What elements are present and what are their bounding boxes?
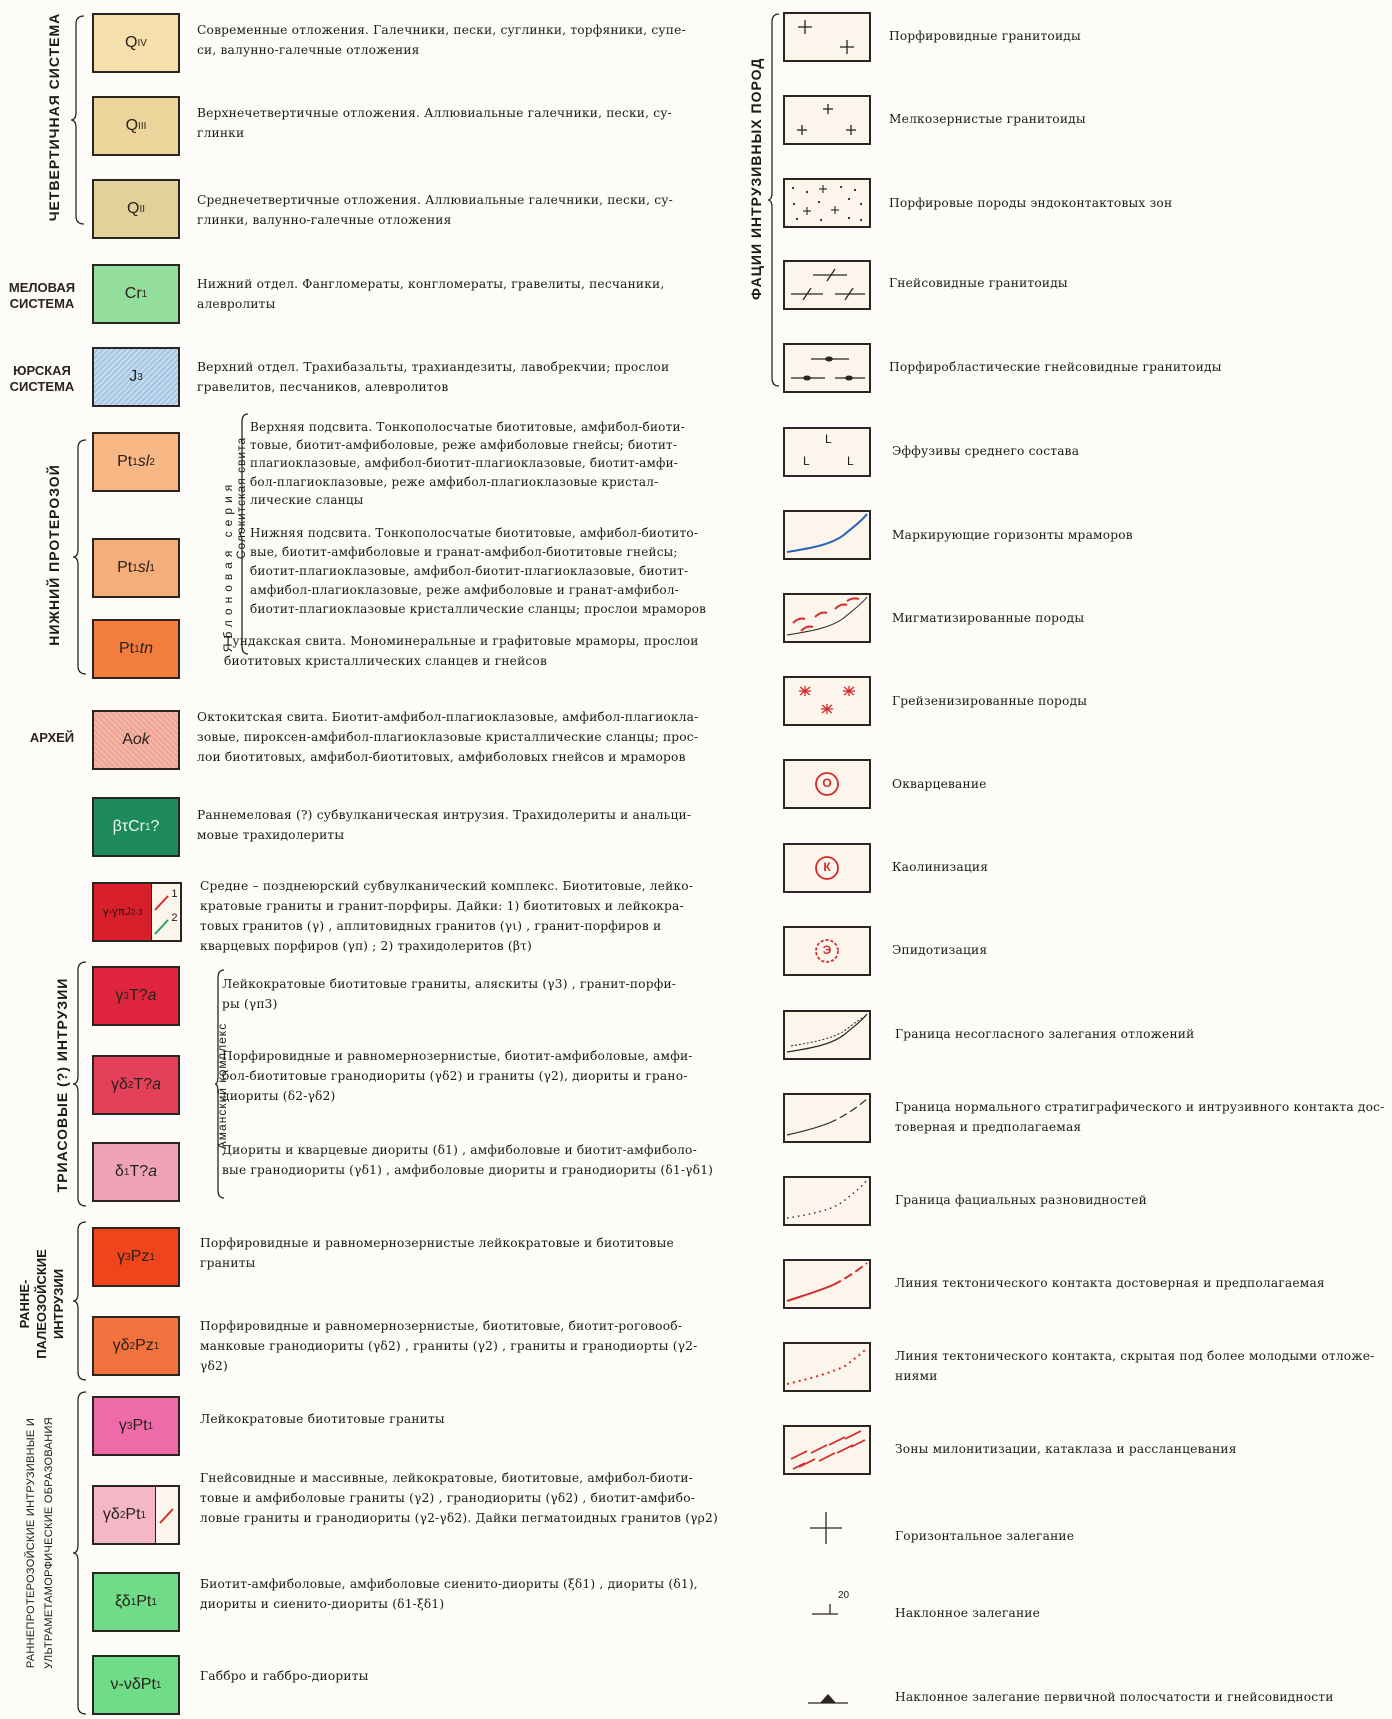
desc-gj: Средне – позднеюрский субвулканический комплекс. Биотитовые, лейко- кратовые граниты и гранит-порфиры. Дайки: 1) биотитовых и лейкокра- товых гранитов (γ) , аплитовидных гранитов (γι) , гранит-порфиров и кварцевых порфиров (γπ) ; 2) трахидолеритов (βτ) [200,879,694,953]
code-sl2-index: sl [137,453,150,470]
legend-box-gj [92,882,182,942]
symbol-fine-grained-granitoids [783,95,871,145]
code-gd2pz-age: Pz [135,1337,154,1354]
legend-box-xd1pt [92,1572,180,1632]
code-q2: Q [126,200,140,217]
code-gd2pt-sub: 2 [119,1509,126,1521]
gd2pt-dike-panel [155,1487,178,1543]
code-cr1-sub: 1 [141,288,148,300]
code-gd2t: γδ [110,1076,128,1093]
dike-label-1: 1 [171,888,178,900]
code-g3pz: γ [117,1248,126,1265]
brace-lower-proterozoic [72,438,88,676]
rdesc-facies-boundary: Граница фациальных разновидностей [895,1193,1147,1207]
code-j3-sub: 3 [137,371,143,383]
group-label-jurassic: ЮРСКАЯ СИСТЕМА [9,363,75,394]
code-g3pt-age: Pt [132,1417,148,1434]
rdesc-normal-contact: Граница нормального стратиграфического и интрузивного контакта дос- товерная и предполагаемая [895,1100,1385,1134]
rdesc-primary-banding: Наклонное залегание первичной полосчатости и гнейсовидности [895,1690,1334,1704]
group-label-early-paleozoic: РАННЕ- ПАЛЕОЗОЙСКИЕ ИНТРУЗИИ [17,1249,66,1359]
code-gd2pt: γδ [102,1506,120,1523]
dike-label-2: 2 [171,912,178,924]
code-tn-sub: 1 [134,643,140,655]
code-gd2pz-sub: 2 [129,1340,136,1352]
rdesc-epidotization: Эпидотизация [892,943,988,957]
effusive-letter-2: L [803,454,810,468]
code-g3t-sub: 3 [123,990,129,1002]
code-gd2t-age: T? [133,1076,153,1093]
legend-box-gd2pz [92,1316,180,1376]
desc-gd2t: Порфировидные и равномернозернистые, биотит-амфиболовые, амфи- бол-биотитовые гранодиориты (γδ2) и граниты (γ2), диориты и грано- диориты (δ2-γδ2) [222,1049,693,1103]
code-aok-index: ok [132,731,150,748]
symbol-tectonic-contact [783,1259,871,1309]
code-g3pt-sub2: 1 [147,1420,154,1432]
code-gd2pz-sub2: 1 [153,1340,160,1352]
rdesc-porphyroid-granitoids: Порфировидные гранитоиды [889,29,1081,43]
desc-sl1: Нижняя подсвита. Тонкополосчатые биотитовые, амфибол-биотито- вые, биотит-амфиболовые и гранат-амфибол-биотитовые гнейсы; биотит-плагиоклазовые, амфибол-биотит-плагиоклазовые, биотит- амфибол-плагиоклазовые, реже амфиболовые и гранат-амфибол- биотит-плагиоклазовые кристаллические сланцы; прослои мраморов [250,526,707,616]
code-btcr-sub: 1 [144,821,151,833]
code-aok: A [122,731,133,748]
code-g3pt: γ [118,1417,127,1434]
desc-btcr: Раннемеловая (?) субвулканическая интрузия. Трахидолериты и анальци- мовые трахидолериты [197,808,692,842]
complex-label-amanskiy: Аманский комплекс [215,1022,229,1150]
code-xd1pt-sub: 1 [130,1596,137,1608]
code-xd1pt-age: Pt [136,1593,152,1610]
brace-early-proterozoic [72,1390,88,1716]
code-gd2t-sub: 2 [127,1079,134,1091]
desc-tn: Тундакская свита. Мономинеральные и графитовые мраморы, прослои биотитовых кристаллических сланцев и гнейсов [224,634,699,668]
rdesc-hidden-tectonic-contact: Линия тектонического контакта, скрытая под более молодыми отложе- ниями [895,1349,1375,1383]
desc-g3t: Лейкократовые биотитовые граниты, аляскиты (γ3) , гранит-порфи- ры (γπ3) [222,977,677,1011]
code-d1t-age: T? [129,1163,149,1180]
code-d1t-index: a [148,1163,158,1180]
legend-box-q3 [92,96,180,156]
group-label-intrusive-facies: ФАЦИИ ИНТРУЗИВНЫХ ПОРОД [748,57,764,300]
desc-gd2pt: Гнейсовидные и массивные, лейкократовые, биотитовые, амфибол-биоти- товые и амфиболовые граниты (γ2) , гранодиориты (γδ2) , биотит-амфибо- ловые граниты и гранодиориты (γ2-γδ2). Дайки пегматоидных гранитов (γρ2) [200,1471,718,1525]
code-g3t: γ [115,987,124,1004]
code-g3t-age: T? [128,987,148,1004]
rdesc-mylonitization-zones: Зоны милонитизации, катаклаза и рассланцевания [895,1442,1237,1456]
legend-box-sl1 [92,538,180,598]
code-gd2pt-age: Pt [125,1506,141,1523]
desc-sl2: Верхняя подсвита. Тонкополосчатые биотитовые, амфибол-биоти- товые, биотит-амфиболовые, реже амфиболовые гнейсы; биотит- плагиоклазовые, амфибол-биотит-плагиоклазовые, биотит-амфи- бол-плагиоклазовые, реже амфибол-плагиоклазовые кристал- лические сланцы [250,420,685,507]
effusive-letter-1: L [825,432,832,446]
desc-q2: Среднечетвертичные отложения. Аллювиальные галечники, пески, су- глинки, валунно-галечные отложения [197,193,673,227]
brace-triassic [72,960,88,1208]
suite-label-solokitskaya: Солокитская свита [234,436,248,560]
rdesc-migmatized-rocks: Мигматизированные породы [892,611,1085,625]
group-label-cretaceous: МЕЛОВАЯ СИСТЕМА [8,280,76,311]
code-q2-sub: II [139,203,145,215]
code-d1t-sub: 1 [123,1166,130,1178]
code-btcr-q: ? [150,818,160,835]
group-label-early-proterozoic-1: РАННЕПРОТЕРОЗОЙСКИЕ ИНТРУЗИВНЫЕ И [25,1417,37,1669]
code-gj-sub: 2-3 [130,907,143,917]
group-label-quaternary: ЧЕТВЕРТИЧНАЯ СИСТЕМА [46,12,62,222]
code-gd2t-index: a [152,1076,162,1093]
desc-j3: Верхний отдел. Трахибазальты, трахиандезиты, лавобрекчии; прослои гравелитов, песчаников, алевролитов [197,360,670,394]
effusive-letter-3: L [847,454,854,468]
legend-box-tn [92,619,180,679]
code-q3-sub: III [138,120,147,132]
desc-d1t: Диориты и кварцевые диориты (δ1) , амфиболовые и биотит-амфиболо- вые гранодиориты (γδ1) , амфиболовые диориты и гранодиориты (δ1-γδ1) [222,1143,714,1177]
rdesc-greisenized-rocks: Грейзенизированные породы [892,694,1088,708]
code-sl1-index: sl [137,559,150,576]
symbol-porphyroblastic-gneissoid [783,343,871,393]
code-gd2pt-sub2: 1 [140,1509,147,1521]
desc-aok: Октокитская свита. Биотит-амфибол-плагиоклазовые, амфибол-плагиокла- зовые, пироксен-амфибол-плагиоклазовые кристаллические сланцы; прос- лои биотитовых, амфибол-биотитовых, амфиболовых гнейсов и мраморов [197,710,699,764]
symbol-primary-banding [806,1690,850,1706]
inclined-bedding-angle: 20 [838,1590,850,1601]
silicification-letter: О [822,776,832,790]
code-g3pz-sub: 3 [125,1251,131,1263]
desc-g3pz: Порфировидные и равномернозернистые лейкократовые и биотитовые граниты [200,1236,674,1270]
code-g3pz-age: Pz [130,1248,150,1265]
symbol-horizontal-bedding [808,1510,844,1546]
code-cr1: Cr [124,285,142,302]
symbol-normal-contact [783,1093,871,1143]
epidotization-letter: Э [822,943,832,957]
desc-cr1: Нижний отдел. Фангломераты, конгломераты, гравелиты, песчаники, алевролиты [197,277,665,311]
rdesc-effusive-rocks: Эффузивы среднего состава [892,444,1080,458]
code-g3pz-sub2: 1 [149,1251,155,1263]
code-sl2-sub2: 2 [149,456,155,468]
legend-box-q4 [92,13,180,73]
rdesc-kaolinization: Каолинизация [892,860,989,874]
rdesc-gneissoid-granitoids: Гнейсовидные гранитоиды [889,276,1068,290]
group-label-lower-proterozoic: НИЖНИЙ ПРОТЕРОЗОЙ [46,464,62,646]
brace-intrusive-facies [767,12,781,388]
code-q4-sub: IV [137,37,147,49]
brace-early-paleozoic [72,1220,88,1382]
code-gd2pz: γδ [112,1337,130,1354]
desc-g3pt: Лейкократовые биотитовые граниты [200,1412,445,1426]
code-sl1-sub2: 1 [149,562,155,574]
code-g3t-index: a [147,987,157,1004]
symbol-marble-horizons [783,510,871,560]
kaolinization-letter: К [823,860,831,874]
rdesc-unconformity-boundary: Граница несогласного залегания отложений [895,1027,1195,1041]
code-sl2-sub1: 1 [132,456,138,468]
gj-dikes-panel [151,884,180,940]
legend-box-g3pt [92,1396,180,1456]
symbol-migmatized-rocks [783,593,871,643]
code-sl2: Pt [117,453,133,470]
code-j3: J [129,368,138,385]
code-gj: γ-γπJ [103,906,131,918]
group-label-triassic-intrusions: ТРИАСОВЫЕ (?) ИНТРУЗИИ [54,977,70,1193]
code-btcr: βτCr [112,818,145,835]
code-g3pt-sub: 3 [126,1420,133,1432]
rdesc-fine-grained-granitoids: Мелкозернистые гранитоиды [889,112,1086,126]
code-q3: Q [125,117,139,134]
legend-box-sl2 [92,432,180,492]
desc-q4: Современные отложения. Галечники, пески, суглинки, торфяники, супе- си, валунно-галечные отложения [197,23,686,57]
symbol-unconformity-boundary [783,1010,871,1060]
rdesc-porphyroblastic-gneissoid: Порфиробластические гнейсовидные гранитоиды [889,360,1222,374]
symbol-facies-boundary [783,1176,871,1226]
symbol-hidden-tectonic-contact [783,1342,871,1392]
legend-box-btcr [92,797,180,857]
symbol-epidotization [783,926,871,976]
symbol-gneissoid-granitoids [783,260,871,310]
legend-box-gd2pt [92,1485,180,1545]
symbol-effusive-rocks [783,427,871,477]
code-xd1pt-sub2: 1 [151,1596,157,1608]
group-label-early-proterozoic-2: УЛЬТРАМЕТАМОРФИЧЕСКИЕ ОБРАЗОВАНИЯ [43,1417,55,1669]
code-vdpt-sub: 1 [155,1679,162,1691]
symbol-mylonitization-zones [783,1425,871,1475]
group-label-archean: АРХЕЙ [29,730,75,745]
rdesc-marble-horizons: Маркирующие горизонты мраморов [892,528,1133,542]
desc-xd1pt: Биотит-амфиболовые, амфиболовые сиенито-диориты (ξδ1) , диориты (δ1), диориты и сиенито-диориты (δ1-ξδ1) [200,1577,698,1611]
rdesc-horizontal-bedding: Горизонтальное залегание [895,1529,1075,1543]
rdesc-tectonic-contact: Линия тектонического контакта достоверная и предполагаемая [895,1276,1325,1290]
desc-q3: Верхнечетвертичные отложения. Аллювиальные галечники, пески, су- глинки [197,106,672,140]
rdesc-silicification: Окварцевание [892,777,987,791]
symbol-kaolinization [783,843,871,893]
code-d1t: δ [114,1163,124,1180]
legend-box-cr1 [92,264,180,324]
brace-quaternary [70,14,88,226]
legend-box-j3 [92,347,180,407]
series-label-yablonovaya: Яблоновая серия [221,479,235,653]
code-sl1-sub1: 1 [132,562,138,574]
code-tn: Pt [118,640,135,657]
legend-box-gd2t [92,1055,180,1115]
legend-box-q2 [92,179,180,239]
code-vdpt: ν-νδPt [110,1676,156,1693]
legend-box-aok [92,710,180,770]
code-tn-index: tn [139,640,154,657]
legend-box-vdpt [92,1655,180,1715]
brace-solokitskaya [238,412,250,656]
code-q4: Q [125,34,138,51]
symbol-greisenized-rocks [783,676,871,726]
legend-box-g3t [92,966,180,1026]
rdesc-porphyry-endocontact: Порфировые породы эндоконтактовых зон [889,196,1173,210]
symbol-porphyroid-granitoids [783,12,871,62]
symbol-silicification [783,759,871,809]
symbol-porphyry-endocontact [783,178,871,228]
desc-vdpt: Габбро и габбро-диориты [200,1669,369,1683]
code-sl1: Pt [117,559,133,576]
code-xd1pt: ξδ [115,1593,131,1610]
legend-box-d1t [92,1142,180,1202]
legend-box-g3pz [92,1227,180,1287]
desc-gd2pz: Порфировидные и равномернозернистые, биотитовые, биотит-роговооб- манковые гранодиориты (γδ2) , граниты (γ2) , граниты и гранодиорты (γ2-γδ2) [200,1319,698,1373]
rdesc-inclined-bedding: Наклонное залегание [895,1606,1041,1620]
